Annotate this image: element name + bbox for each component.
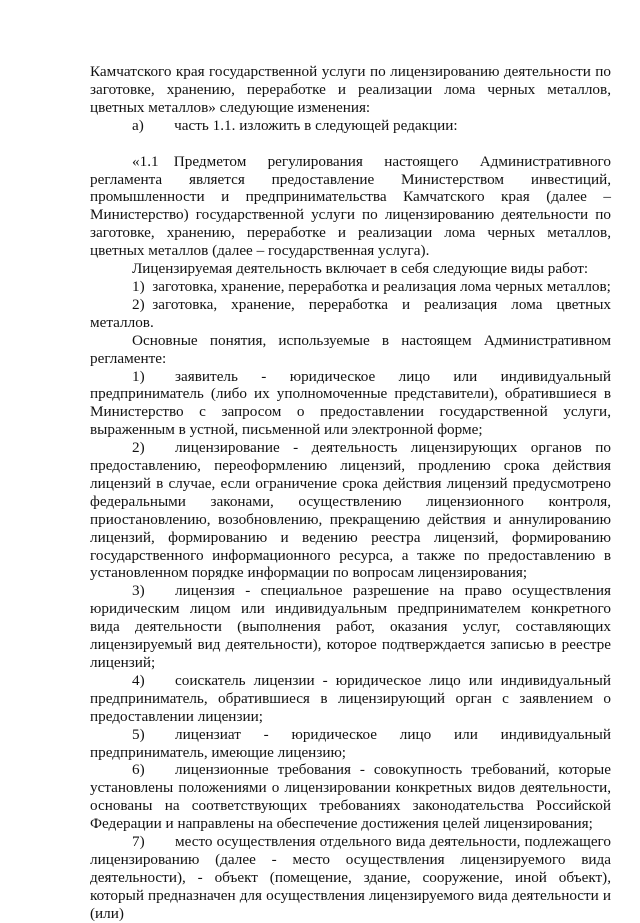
paragraph-definitions-intro: Основные понятия, используемые в настоящем Административном регламенте: — [90, 331, 611, 367]
paragraph-work-type-2: 2) заготовка, хранение, переработка и реализация лома цветных металлов. — [90, 295, 611, 331]
paragraph-definition-3: 3) лицензия - специальное разрешение на право осуществления юридическим лицом или индивидуальным предпринимателем конкретного вида деятельности (выполнения работ, оказания услуг, составляющих лицензируемый вид деятельности), которое подтверждается записью в реестре лицензий; — [90, 582, 611, 671]
paragraph-intro-continuation: Камчатского края государственной услуги по лицензированию деятельности по заготовке, хранению, переработке и реализации лома черных металлов, цветных металлов» следующие изменения: — [90, 63, 611, 116]
document-body — [90, 63, 611, 923]
paragraph-definition-5: 5) лицензиат - юридическое лицо или индивидуальный предприниматель, имеющие лицензию; — [90, 725, 611, 761]
paragraph-definition-2: 2) лицензирование - деятельность лицензирующих органов по предоставлению, переоформлению лицензий, продлению срока действия лицензий в случае, если ограничение срока действия лицензий предусмотрено федеральными законами, осуществлению лицензионного контроля, приостановлению, возобновлению, прекращению действия и аннулированию лицензий, формированию и ведению реестра лицензий, формированию государственного информационного ресурса, а также по предоставлению в установленном порядке информации по вопросам лицензирования; — [90, 439, 611, 582]
paragraph-definition-4: 4) соискатель лицензии - юридическое лицо или индивидуальный предприниматель, обратившиеся в лицензирующий орган с заявлением о предоставлении лицензии; — [90, 671, 611, 725]
paragraph-licensed-activity: Лицензируемая деятельность включает в себя следующие виды работ: — [132, 260, 589, 278]
paragraph-definition-1: 1) заявитель - юридическое лицо или индивидуальный предприниматель (либо их уполномоченные представители), обратившиеся в Министерство с запросом о предоставлении государственной услуги, выраженным в устной, письменной или электронной форме; — [90, 367, 611, 439]
paragraph-section-1-1: «1.1 Предметом регулирования настоящего Административного регламента является предоставление Министерством инвестиций, промышленности и предпринимательства Камчатского края (далее – Министерство) государственной услуги по лицензированию деятельности по заготовке, хранению, переработке и реализации лома черных металлов, цветных металлов (далее – государственная услуга). — [90, 152, 611, 260]
paragraph-definition-6: 6) лицензионные требования - совокупность требований, которые установлены положениями о лицензировании конкретных видов деятельности, основаны на соответствующих требованиях законодательства Российской Федерации и направлены на обеспечение достижения целей лицензирования; — [90, 761, 611, 833]
paragraph-item-a: а) часть 1.1. изложить в следующей редакции: — [132, 116, 458, 134]
paragraph-work-type-1: 1) заготовка, хранение, переработка и реализация лома черных металлов; — [132, 277, 611, 295]
paragraph-definition-7: 7) место осуществления отдельного вида деятельности, подлежащего лицензированию (далее - место осуществления лицензируемого вида деятельности), - объект (помещение, здание, сооружение, иной объект), который предназначен для осуществления лицензируемого вида деятельности и (или) — [90, 833, 611, 922]
blank-line — [90, 135, 611, 153]
